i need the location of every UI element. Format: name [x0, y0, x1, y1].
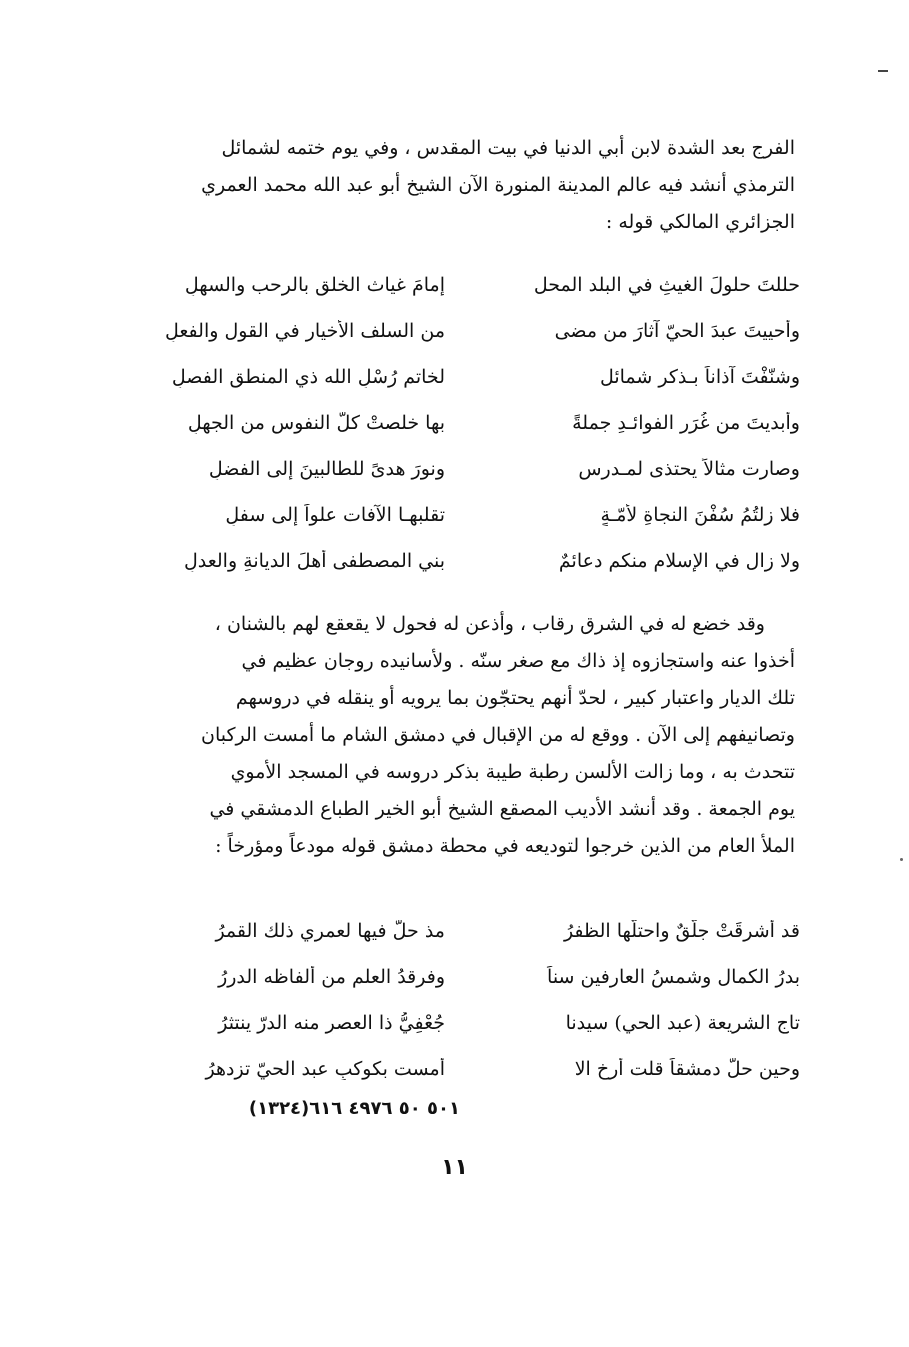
- poem-verse: [120, 354, 800, 400]
- verse-first-hemistich: وشنّفْتَ آذاناً بـذكر شمائل: [599, 366, 800, 388]
- poem-verse: [120, 954, 800, 1000]
- verse-first-hemistich: حللتَ حلولَ الغيثِ في البلد المحل: [533, 274, 800, 296]
- verse-second-hemistich: تقلبهـا الآفات علواً إلى سفلِ: [225, 504, 445, 526]
- chronogram-numbers: ٥٠١ ٥٠ ٤٩٧٦ ٦١٦(١٣٢٤): [248, 1098, 460, 1119]
- paragraph-line: يوم الجمعة . وقد أنشد الأديب المصقع الشيخ أبو الخير الطباع الدمشقي في: [209, 798, 795, 820]
- verse-second-hemistich: جُعْفِيُّ ذا العصرِ منه الدرّ ينتثرُ: [218, 1012, 445, 1034]
- margin-dot: [900, 858, 903, 861]
- paragraph-line: أخذوا عنه واستجازوه إذ ذاك مع صغر سنّه . ولأسانيده روجان عظيم في: [241, 650, 795, 672]
- verse-second-hemistich: من السلف الأخيار في القول والفعلِ: [165, 320, 445, 342]
- poem-verse: [120, 446, 800, 492]
- verse-second-hemistich: إمامَ غياث الخلق بالرحب والسهلِ: [184, 274, 445, 296]
- paragraph-2: [125, 606, 795, 865]
- poem-1: [120, 262, 800, 584]
- verse-first-hemistich: بدرُ الكمال وشمسُ العارفين سناً: [547, 966, 800, 988]
- paragraph-line: الفرج بعد الشدة لابن أبي الدنيا في بيت المقدس ، وفي يوم ختمه لشمائل: [221, 137, 795, 159]
- poem-verse: [120, 538, 800, 584]
- verse-second-hemistich: لخاتم رُسْلِ الله ذي المنطق الفصلِ: [171, 366, 445, 388]
- poem-verse: [120, 492, 800, 538]
- verse-second-hemistich: وفرقدُ العلمِ من ألفاظه الدررُ: [218, 966, 445, 988]
- verse-first-hemistich: وأبديتَ من غُرَرِ الفوائـدِ جملةً: [572, 412, 800, 434]
- page-number: ١١: [441, 1155, 468, 1180]
- paragraph-line: وقد خضع له في الشرق رقاب ، وأذعن له فحول لا يقعقع لهم بالشنان ،: [214, 613, 765, 635]
- paragraph-line: الترمذي أنشد فيه عالم المدينة المنورة الآن الشيخ أبو عبد الله محمد العمري: [201, 174, 795, 196]
- poem-verse: [120, 1000, 800, 1046]
- verse-first-hemistich: وصارت مثالاً يحتذى لمـدرسٍ: [578, 458, 800, 480]
- poem-verse: [120, 400, 800, 446]
- paragraph-line: تلك الديار واعتبار كبير ، لحدّ أنهم يحتجّون بما يرويه أو ينقله في دروسهم: [235, 687, 795, 709]
- paragraph-line: وتصانيفهم إلى الآن . ووقع له من الإقبال في دمشق الشام ما أمست الركبان: [200, 724, 795, 746]
- margin-mark: [878, 70, 888, 72]
- verse-second-hemistich: ونورَ هدىً للطالبينَ إلى الفضلِ: [208, 458, 445, 480]
- verse-second-hemistich: مذ حلّ فيها لعمري ذلك القمرُ: [215, 920, 445, 942]
- poem-2: [120, 908, 800, 1092]
- paragraph-line: تتحدث به ، وما زالت الألسن رطبة طيبة بذكر دروسه في المسجد الأموي: [230, 761, 795, 783]
- verse-second-hemistich: أمست بكوكبِ عبد الحيّ تزدهرُ: [205, 1058, 445, 1080]
- verse-first-hemistich: ولا زال في الإسلام منكم دعائمٌ: [558, 550, 800, 572]
- verse-first-hemistich: قد أشرقَتْ جلّقٌ واحتلّها الظفرُ: [563, 920, 800, 942]
- paragraph-1: [125, 130, 795, 241]
- poem-verse: [120, 262, 800, 308]
- verse-first-hemistich: تاج الشريعة (عبد الحي) سيدنا: [565, 1012, 800, 1034]
- paragraph-line: الملأ العام من الذين خرجوا لتوديعه في محطة دمشق قوله مودعاً ومؤرخاً :: [215, 835, 795, 857]
- verse-first-hemistich: فلا زلتُمُ سُفْنَ النجاةِ لأمّـةٍ: [600, 504, 800, 526]
- poem-verse: [120, 908, 800, 954]
- paragraph-line: الجزائري المالكي قوله :: [605, 211, 795, 233]
- verse-second-hemistich: بني المصطفى أهلَ الديانةِ والعدلِ: [183, 550, 445, 572]
- poem-verse: [120, 308, 800, 354]
- verse-second-hemistich: بها خلصتْ كلُّ النفوسِ من الجهلِ: [187, 412, 445, 434]
- poem-verse: [120, 1046, 800, 1092]
- verse-first-hemistich: وأحييتَ عبدَ الحيّ آثارَ من مضى: [554, 320, 800, 342]
- verse-first-hemistich: وحين حلّ دمشقاً قلت أرخ الا: [574, 1058, 800, 1080]
